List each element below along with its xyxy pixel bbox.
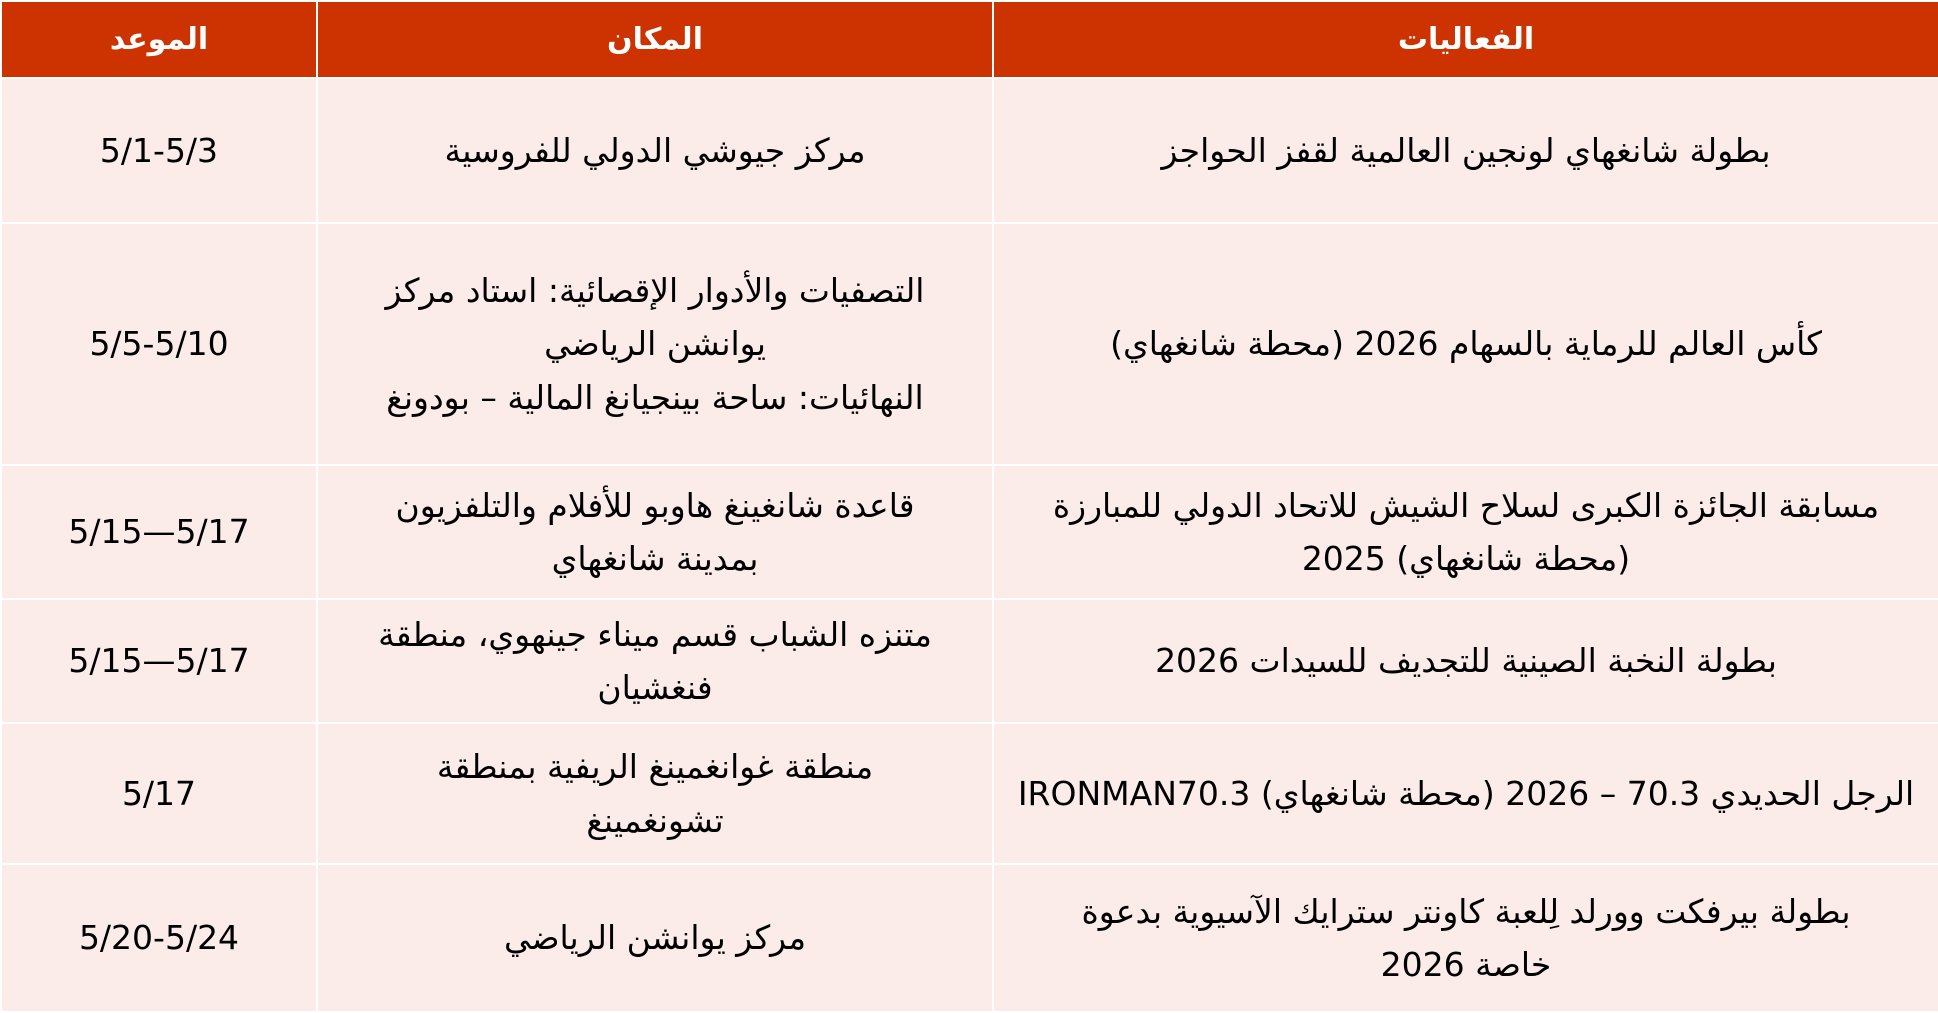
- venue-cell: [317, 864, 993, 1012]
- date-text: 5/1-5/3: [99, 130, 219, 170]
- event-cell: [993, 223, 1938, 465]
- event-line: مسابقة الجائزة الكبرى لسلاح الشيش للاتحاد الدولي للمبارزة: [1052, 485, 1880, 525]
- event-line: كأس العالم للرماية بالسهام 2026 (محطة شانغهاي): [1110, 324, 1822, 364]
- header-date: الموعد: [1, 1, 317, 78]
- table-row: [1, 465, 1938, 599]
- event-cell: [993, 723, 1938, 864]
- event-line: خاصة 2026: [1380, 945, 1552, 984]
- date-text: 5/17: [121, 773, 197, 813]
- venue-line: مركز يوانشن الرياضي: [503, 918, 807, 958]
- event-line: الرجل الحديدي 70.3 – 2026 (محطة شانغهاي) IRONMAN70.3: [1017, 773, 1915, 813]
- event-line: بطولة النخبة الصينية للتجديف للسيدات 2026: [1155, 641, 1777, 681]
- date-cell: [1, 78, 317, 223]
- venue-cell: [317, 78, 993, 223]
- venue-cell: [317, 465, 993, 599]
- date-cell: [1, 223, 317, 465]
- table-row: [1, 223, 1938, 465]
- event-line: بطولة شانغهاي لونجين العالمية لقفز الحواجز: [1161, 130, 1771, 170]
- date-text: 5/20-5/24: [78, 918, 240, 958]
- date-text: 5/15—5/17: [68, 641, 250, 681]
- venue-line: منطقة غوانغمينغ الريفية بمنطقة: [436, 747, 874, 787]
- table-row: [1, 78, 1938, 223]
- event-line: بطولة بيرفكت وورلد لِلعبة كاونتر سترايك الآسيوية بدعوة: [1081, 891, 1851, 931]
- date-text: 5/5-5/10: [89, 324, 229, 364]
- header-venue: المكان: [317, 1, 993, 78]
- header-row: [1, 1, 1938, 78]
- table-row: [1, 864, 1938, 1012]
- table-row: [1, 723, 1938, 864]
- venue-cell: [317, 599, 993, 723]
- date-cell: [1, 599, 317, 723]
- event-line: (محطة شانغهاي) 2025: [1301, 539, 1631, 578]
- event-cell: [993, 465, 1938, 599]
- header-event: الفعاليات: [993, 1, 1938, 78]
- event-cell: [993, 864, 1938, 1012]
- venue-line: يوانشن الرياضي: [544, 324, 766, 364]
- venue-line: بمدينة شانغهاي: [551, 539, 759, 578]
- date-cell: [1, 465, 317, 599]
- table-row: [1, 599, 1938, 723]
- venue-cell: [317, 223, 993, 465]
- venue-cell: [317, 723, 993, 864]
- date-cell: [1, 864, 317, 1012]
- venue-line: التصفيات والأدوار الإقصائية: استاد مركز: [385, 270, 925, 310]
- event-cell: [993, 78, 1938, 223]
- date-cell: [1, 723, 317, 864]
- venue-line: مركز جيوشي الدولي للفروسية: [444, 130, 866, 170]
- venue-line: فنغشيان: [597, 668, 713, 707]
- event-cell: [993, 599, 1938, 723]
- date-text: 5/15—5/17: [68, 512, 250, 552]
- venue-line: تشونغمينغ: [586, 800, 724, 840]
- venue-line: متنزه الشباب قسم ميناء جينهوي، منطقة: [378, 614, 932, 654]
- venue-line: قاعدة شانغينغ هاوبو للأفلام والتلفزيون: [395, 485, 915, 525]
- venue-line: النهائيات: ساحة بينجيانغ المالية – بودونغ: [386, 377, 924, 417]
